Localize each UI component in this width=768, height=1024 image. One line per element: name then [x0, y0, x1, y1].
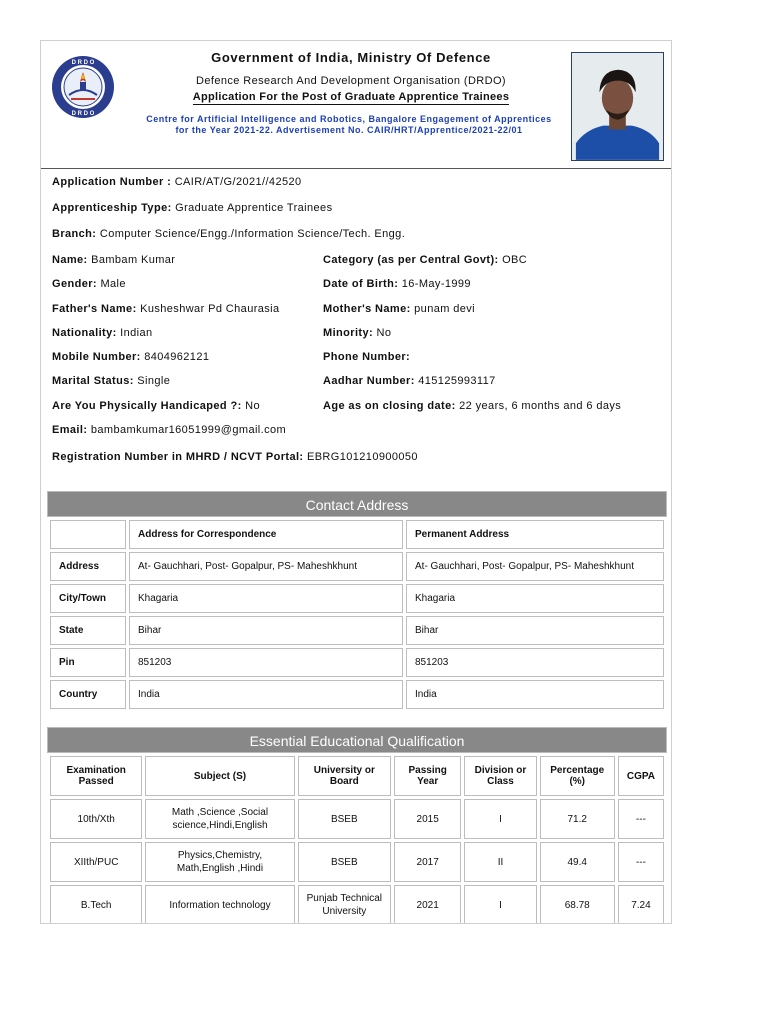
nationality-value: Indian: [120, 327, 153, 339]
branch-label: Branch:: [52, 228, 97, 240]
permanent-pin: 851203: [406, 648, 664, 677]
category-label: Category (as per Central Govt):: [323, 254, 499, 266]
permanent-address: At- Gauchhari, Post- Gopalpur, PS- Maheshkhunt: [406, 552, 664, 581]
header-subjects: Subject (S): [145, 756, 294, 796]
table-row: [50, 648, 664, 677]
dob-row: [323, 278, 471, 290]
email-row: [52, 424, 286, 436]
mobile-row: [52, 351, 209, 363]
division-cell: I: [464, 885, 536, 924]
exam-cell: 10th/Xth: [50, 799, 142, 839]
email-value: bambamkumar16051999@gmail.com: [90, 424, 287, 436]
board-cell: Punjab Technical University: [298, 885, 391, 924]
permanent-city: Khagaria: [406, 584, 664, 613]
correspondence-country: India: [129, 680, 403, 709]
header-examination: Examination Passed: [50, 756, 142, 796]
apprenticeship-type-label: Apprenticeship Type:: [52, 202, 172, 214]
gender-value: Male: [100, 278, 126, 290]
row-label-country: Country: [50, 680, 126, 709]
year-cell: 2015: [394, 799, 461, 839]
division-cell: II: [464, 842, 536, 882]
category-value: OBC: [502, 254, 528, 266]
father-value: Kusheshwar Pd Chaurasia: [140, 303, 280, 315]
handicap-row: [52, 400, 260, 412]
category-row: [323, 254, 527, 266]
header-divider: [41, 168, 672, 169]
contact-address-section: [47, 491, 667, 712]
form-header: [41, 41, 671, 169]
handicap-label: Are You Physically Handicaped ?:: [52, 400, 242, 412]
age-label: Age as on closing date:: [323, 400, 456, 412]
application-number-row: [52, 176, 302, 188]
cgpa-cell: ---: [618, 799, 664, 839]
row-label-state: State: [50, 616, 126, 645]
permanent-country: India: [406, 680, 664, 709]
header-division: Division or Class: [464, 756, 536, 796]
table-row: [50, 842, 664, 882]
row-label-pin: Pin: [50, 648, 126, 677]
table-row: [50, 584, 664, 613]
branch-value: Computer Science/Engg./Information Science/Tech. Engg.: [99, 228, 406, 240]
nationality-row: [52, 327, 153, 339]
applicant-photo: [571, 52, 664, 161]
minority-label: Minority:: [323, 327, 374, 339]
age-row: [323, 400, 621, 412]
registration-label: Registration Number in MHRD / NCVT Portal:: [52, 451, 304, 463]
gender-label: Gender:: [52, 278, 97, 290]
header-organisation: Defence Research And Development Organisation (DRDO): [196, 75, 506, 87]
father-label: Father's Name:: [52, 303, 137, 315]
dob-value: 16-May-1999: [401, 278, 471, 290]
application-number-label: Application Number :: [52, 176, 172, 188]
application-number-value: CAIR/AT/G/2021//42520: [174, 176, 302, 188]
mobile-value: 8404962121: [144, 351, 210, 363]
application-title-text: Application For the Post of Graduate Apprentice Trainees: [192, 91, 510, 103]
percentage-cell: 68.78: [540, 885, 615, 924]
percentage-cell: 49.4: [540, 842, 615, 882]
cgpa-cell: 7.24: [618, 885, 664, 924]
correspondence-city: Khagaria: [129, 584, 403, 613]
aadhar-label: Aadhar Number:: [323, 375, 415, 387]
mother-row: [323, 303, 475, 315]
correspondence-address: At- Gauchhari, Post- Gopalpur, PS- Maheshkhunt: [129, 552, 403, 581]
exam-cell: B.Tech: [50, 885, 142, 924]
header-ministry: Government of India, Ministry Of Defence: [211, 50, 491, 65]
header-centre: Centre for Artificial Intelligence and Robotics, Bangalore Engagement of Apprentices: [146, 114, 552, 124]
name-row: [52, 254, 175, 266]
table-row: [50, 680, 664, 709]
header-passing-year: Passing Year: [394, 756, 461, 796]
year-cell: 2021: [394, 885, 461, 924]
gender-row: [52, 278, 126, 290]
subject-cell: Physics,Chemistry, Math,English ,Hindi: [145, 842, 294, 882]
year-cell: 2017: [394, 842, 461, 882]
handicap-value: No: [245, 400, 261, 412]
table-row: [50, 552, 664, 581]
nationality-label: Nationality:: [52, 327, 117, 339]
aadhar-row: [323, 375, 496, 387]
marital-value: Single: [137, 375, 171, 387]
registration-value: EBRG101210900050: [306, 451, 418, 463]
marital-label: Marital Status:: [52, 375, 134, 387]
row-label-city: City/Town: [50, 584, 126, 613]
education-title: Essential Educational Qualification: [47, 727, 667, 753]
header-percentage: Percentage (%): [540, 756, 615, 796]
board-cell: BSEB: [298, 799, 391, 839]
correspondence-pin: 851203: [129, 648, 403, 677]
age-value: 22 years, 6 months and 6 days: [459, 400, 622, 412]
registration-row: [52, 451, 418, 463]
marital-row: [52, 375, 170, 387]
correspondence-state: Bihar: [129, 616, 403, 645]
subject-cell: Math ,Science ,Social science,Hindi,English: [145, 799, 294, 839]
education-table: [47, 753, 667, 924]
board-cell: BSEB: [298, 842, 391, 882]
minority-value: No: [376, 327, 392, 339]
email-label: Email:: [52, 424, 88, 436]
mobile-label: Mobile Number:: [52, 351, 141, 363]
education-section: [47, 727, 667, 924]
row-label-address: Address: [50, 552, 126, 581]
exam-cell: XIIth/PUC: [50, 842, 142, 882]
header-university: University or Board: [298, 756, 391, 796]
permanent-state: Bihar: [406, 616, 664, 645]
apprenticeship-type-value: Graduate Apprentice Trainees: [175, 202, 333, 214]
father-row: [52, 303, 280, 315]
application-form: [40, 40, 672, 924]
table-header-correspondence: Address for Correspondence: [129, 520, 403, 549]
table-header-blank: [50, 520, 126, 549]
header-advertisement: for the Year 2021-22. Advertisement No. CAIR/HRT/Apprentice/2021-22/01: [175, 125, 523, 135]
subject-cell: Information technology: [145, 885, 294, 924]
phone-row: [323, 351, 410, 363]
percentage-cell: 71.2: [540, 799, 615, 839]
contact-address-table: [47, 517, 667, 712]
phone-label: Phone Number:: [323, 351, 411, 363]
cgpa-cell: ---: [618, 842, 664, 882]
name-label: Name:: [52, 254, 88, 266]
mother-value: punam devi: [414, 303, 476, 315]
table-header-row: [50, 520, 664, 549]
table-row: [50, 616, 664, 645]
aadhar-value: 415125993117: [418, 375, 496, 387]
apprenticeship-type-row: [52, 202, 332, 214]
header-application-title: [141, 91, 561, 103]
minority-row: [323, 327, 391, 339]
svg-text:D R D O: D R D O: [71, 111, 95, 117]
branch-row: [52, 228, 405, 240]
drdo-logo: [51, 55, 115, 119]
division-cell: I: [464, 799, 536, 839]
name-value: Bambam Kumar: [91, 254, 176, 266]
header-cgpa: CGPA: [618, 756, 664, 796]
contact-address-title: Contact Address: [47, 491, 667, 517]
table-row: [50, 799, 664, 839]
table-header-row: [50, 756, 664, 796]
mother-label: Mother's Name:: [323, 303, 411, 315]
dob-label: Date of Birth:: [323, 278, 399, 290]
table-row: [50, 885, 664, 924]
table-header-permanent: Permanent Address: [406, 520, 664, 549]
svg-text:D R D O: D R D O: [71, 60, 95, 66]
